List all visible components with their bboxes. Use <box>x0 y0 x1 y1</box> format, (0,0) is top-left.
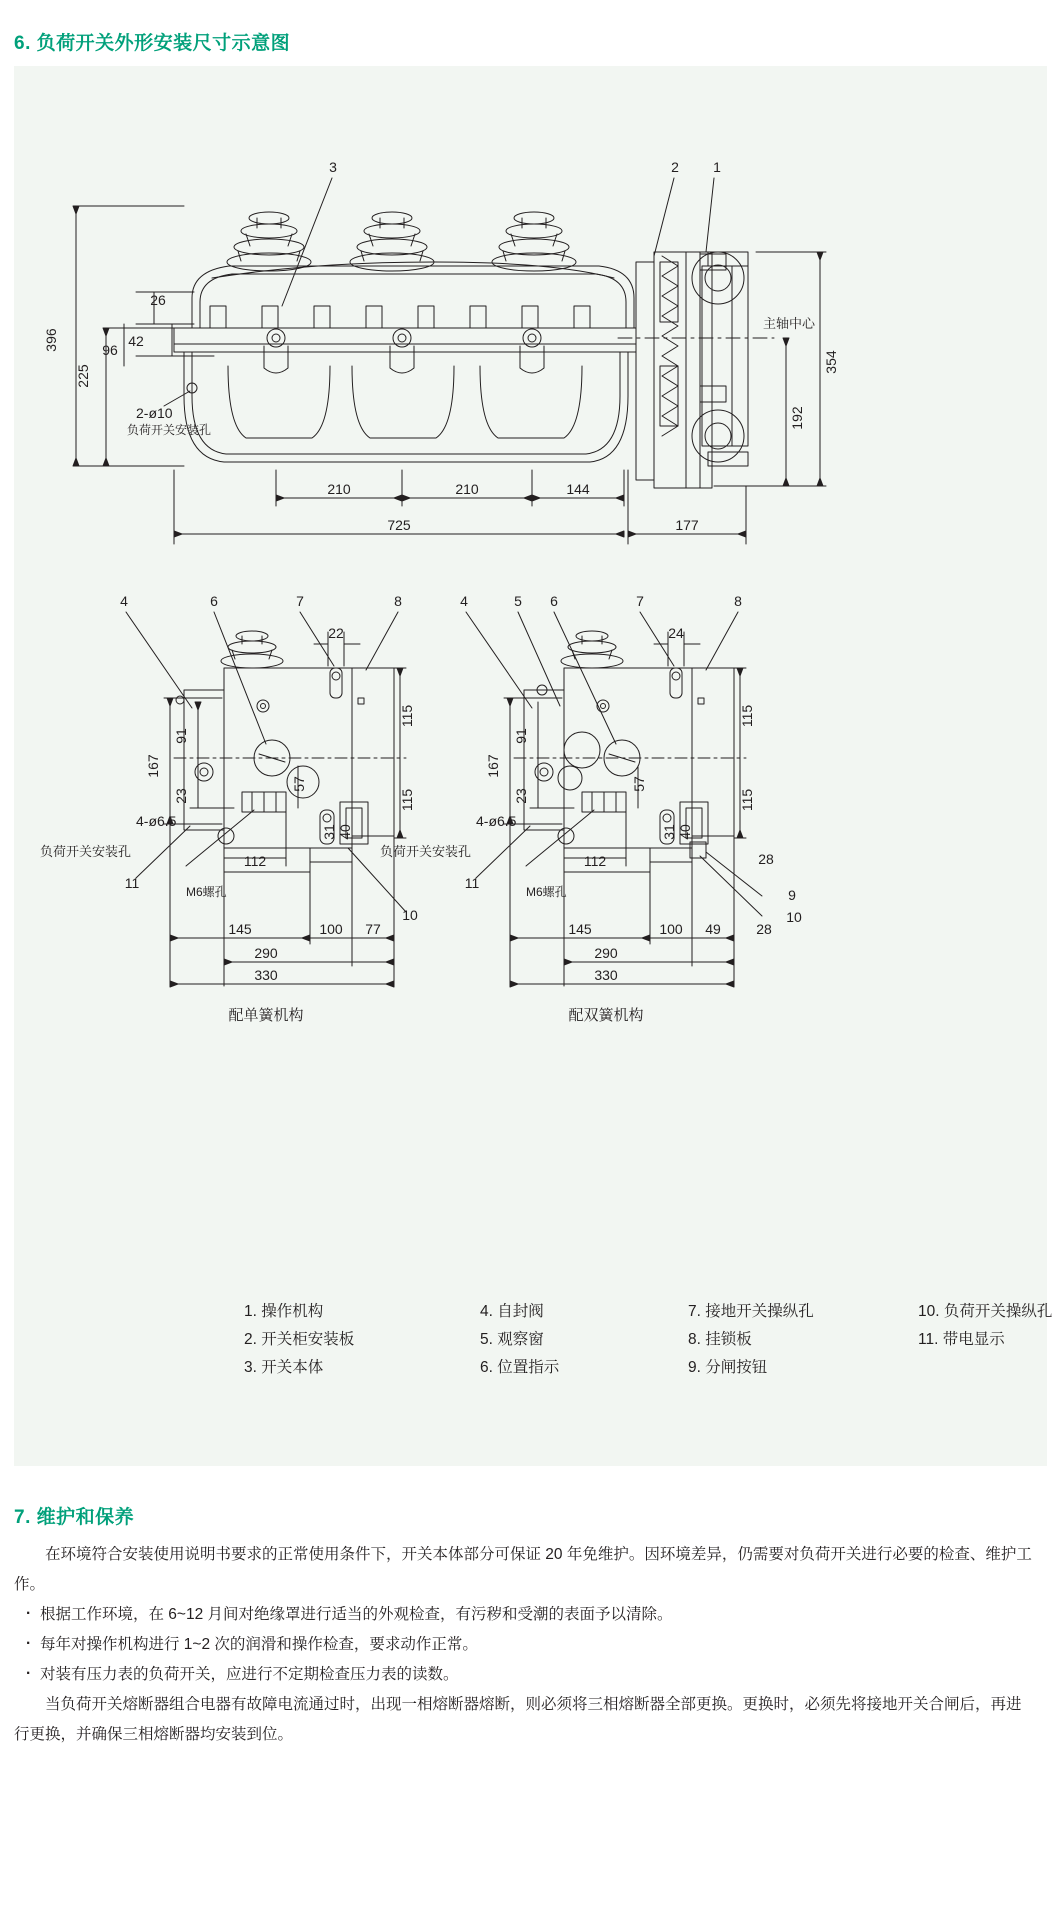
legend-column-1 <box>244 1298 354 1382</box>
legend-item: 8. 挂锁板 <box>688 1331 752 1348</box>
callout-right-9: 9 <box>788 887 796 903</box>
maintenance-bullets <box>14 1600 1034 1690</box>
label-right-m6: M6螺孔 <box>526 885 567 899</box>
label-right-4-o65: 4-ø6.5 <box>476 813 517 829</box>
callout-left-7: 7 <box>296 593 304 609</box>
dim-right-31: 31 <box>661 824 677 840</box>
dim-left-91: 91 <box>173 728 189 744</box>
legend-item: 10. 负荷开关操纵孔 <box>918 1303 1053 1320</box>
dim-225: 225 <box>75 364 91 388</box>
dim-right-23: 23 <box>513 788 529 804</box>
callout-1: 1 <box>713 159 721 175</box>
label-left-4-o65: 4-ø6.5 <box>136 813 177 829</box>
label-left-m6: M6螺孔 <box>186 885 227 899</box>
caption-left: 配单簧机构 <box>228 1007 304 1024</box>
diagram-panel <box>14 66 1053 1466</box>
dim-left-145: 145 <box>228 921 252 937</box>
legend-item: 1. 操作机构 <box>244 1303 324 1320</box>
callout-left-10: 10 <box>402 907 418 923</box>
dim-26: 26 <box>150 292 166 308</box>
callout-left-4: 4 <box>120 593 128 609</box>
callout-left-6: 6 <box>210 593 218 609</box>
dim-left-115b: 115 <box>399 788 415 812</box>
dim-96: 96 <box>102 342 118 358</box>
dim-right-91: 91 <box>513 728 529 744</box>
maintenance-bullet: · 每年对操作机构进行 1~2 次的润滑和操作检查，要求动作正常。 <box>14 1630 1034 1660</box>
callout-right-10: 10 <box>786 909 802 925</box>
dim-right-167: 167 <box>485 754 501 778</box>
maintenance-paragraph-1: 在环境符合安装使用说明书要求的正常使用条件下，开关本体部分可保证 20 年免维护。因环境差异，仍需要对负荷开关进行必要的检查、维护工作。 <box>14 1546 1032 1593</box>
dim-210a: 210 <box>327 481 351 497</box>
section-7-title: 7. 维护和保养 <box>14 1507 135 1528</box>
legend-item: 3. 开关本体 <box>244 1359 324 1376</box>
dim-right-145: 145 <box>568 921 592 937</box>
dim-right-330: 330 <box>594 967 618 983</box>
callout-right-8: 8 <box>734 593 742 609</box>
dim-396: 396 <box>43 328 59 352</box>
dim-725: 725 <box>387 517 411 533</box>
section-6-title: 6. 负荷开关外形安装尺寸示意图 <box>14 33 291 54</box>
maintenance-bullet: · 对装有压力表的负荷开关，应进行不定期检查压力表的读数。 <box>14 1660 1034 1690</box>
dim-left-100: 100 <box>319 921 343 937</box>
maintenance-paragraph-2: 当负荷开关熔断器组合电器有故障电流通过时，出现一相熔断器熔断，则必须将三相熔断器全部更换。更换时，必须先将接地开关合闸后，再进行更换，并确保三相熔断器均安装到位。 <box>14 1696 1022 1743</box>
legend-item: 4. 自封阀 <box>480 1303 544 1320</box>
dim-left-22: 22 <box>328 625 344 641</box>
maintenance-body <box>14 1540 1034 1750</box>
label-main-axis: 主轴中心 <box>762 316 816 331</box>
caption-right: 配双簧机构 <box>568 1007 644 1024</box>
dim-right-28b: 28 <box>756 921 772 937</box>
callout-right-6: 6 <box>550 593 558 609</box>
dim-177: 177 <box>675 517 699 533</box>
dim-left-31: 31 <box>321 824 337 840</box>
dim-right-100: 100 <box>659 921 683 937</box>
callout-right-11: 11 <box>464 875 480 891</box>
dim-left-57: 57 <box>291 776 307 792</box>
dim-42: 42 <box>128 333 144 349</box>
dim-left-112: 112 <box>243 853 267 869</box>
dim-left-40: 40 <box>337 824 353 840</box>
callout-right-5: 5 <box>514 593 522 609</box>
dim-right-115a: 115 <box>739 704 755 728</box>
callout-left-8: 8 <box>394 593 402 609</box>
technical-drawing <box>14 66 1047 1466</box>
dim-right-112: 112 <box>583 853 607 869</box>
dim-left-167: 167 <box>145 754 161 778</box>
dim-right-290: 290 <box>594 945 618 961</box>
label-2-o10: 2-ø10 <box>136 405 173 421</box>
callout-2: 2 <box>671 159 679 175</box>
dim-left-77: 77 <box>365 921 381 937</box>
legend-item: 7. 接地开关操纵孔 <box>688 1303 814 1320</box>
dim-144: 144 <box>566 481 590 497</box>
dim-right-24: 24 <box>668 625 684 641</box>
dim-right-57: 57 <box>631 776 647 792</box>
maintenance-bullet: · 根据工作环境，在 6~12 月间对绝缘罩进行适当的外观检查，有污秽和受潮的表面予以清除。 <box>14 1600 1034 1630</box>
dim-210b: 210 <box>455 481 479 497</box>
label-mount-hole-top: 负荷开关安装孔 <box>127 423 212 437</box>
legend-column-4 <box>918 1298 1052 1354</box>
legend-item: 2. 开关柜安装板 <box>244 1331 355 1348</box>
dim-right-49: 49 <box>705 921 721 937</box>
legend-item: 9. 分闸按钮 <box>688 1359 768 1376</box>
legend-item: 11. 带电显示 <box>918 1331 1005 1348</box>
callout-right-4: 4 <box>460 593 468 609</box>
legend-item: 5. 观察窗 <box>480 1331 544 1348</box>
legend-column-2 <box>480 1298 559 1382</box>
dim-left-290: 290 <box>254 945 278 961</box>
callout-left-11: 11 <box>124 875 140 891</box>
dim-354: 354 <box>823 350 839 374</box>
legend-column-3 <box>688 1298 814 1382</box>
callout-right-7: 7 <box>636 593 644 609</box>
label-left-mount-hole: 负荷开关安装孔 <box>40 844 132 859</box>
dim-192: 192 <box>789 406 805 430</box>
label-right-mount-hole: 负荷开关安装孔 <box>380 844 472 859</box>
dim-left-23: 23 <box>173 788 189 804</box>
dim-left-115a: 115 <box>399 704 415 728</box>
dim-right-40: 40 <box>677 824 693 840</box>
dim-left-330: 330 <box>254 967 278 983</box>
dim-right-28a: 28 <box>758 851 774 867</box>
dim-right-115b: 115 <box>739 788 755 812</box>
callout-3: 3 <box>329 159 337 175</box>
legend-item: 6. 位置指示 <box>480 1359 560 1376</box>
